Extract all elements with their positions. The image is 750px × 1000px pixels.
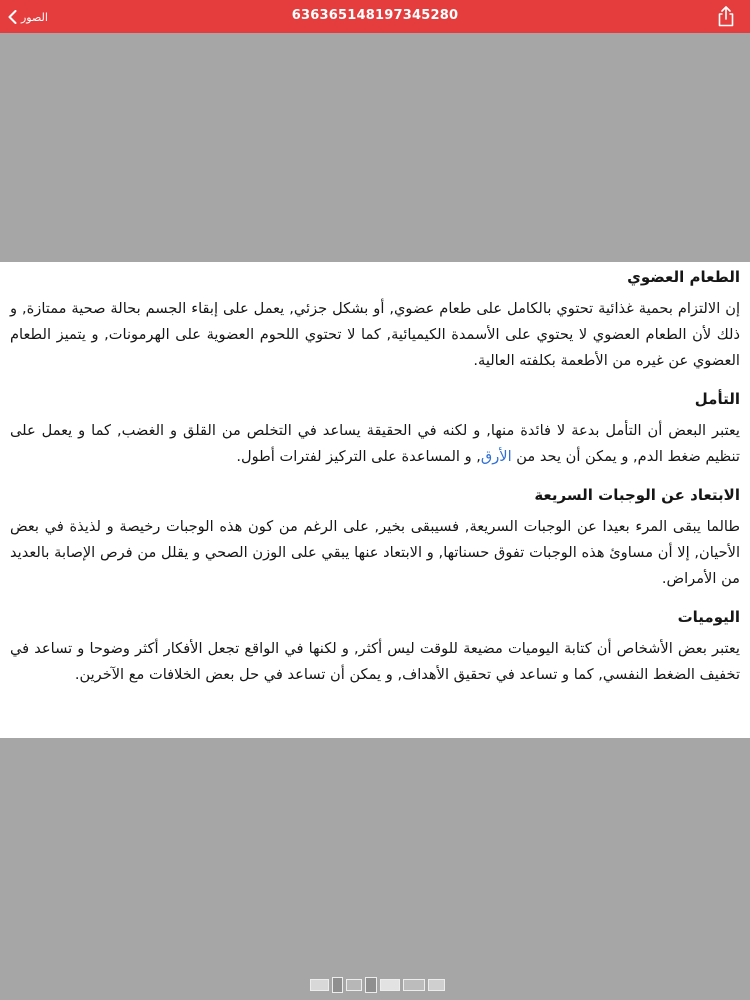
thumbnail[interactable] bbox=[346, 979, 363, 991]
thumbnail[interactable] bbox=[403, 979, 425, 991]
article-content bbox=[0, 262, 750, 738]
section-paragraph: طالما يبقى المرء بعيدا عن الوجبات السريعة, فسيبقى بخير, على الرغم من كون هذه الوجبات رخيصة و لذيذة في بعض الأحيان, إلا أن مساوئ هذه الوجبات تفوق حسناتها, و الابتعاد عنها يبقي على الوزن الصحي و يقلل من فرص الإصابة بالعديد من الأمراض. bbox=[10, 518, 740, 587]
article-section-meditation bbox=[10, 386, 740, 470]
article-section-fast-food bbox=[10, 482, 740, 592]
section-paragraph: يعتبر بعض الأشخاص أن كتابة اليوميات مضيعة للوقت ليس أكثر, و لكنها في الواقع تجعل الأفكار أكثر وضوحا و تساعد في تخفيف الضغط النفسي, كما و تساعد في تحقيق الأهداف, و يمكن أن تساعد في حل بعض الخلافات مع الآخرين. bbox=[10, 640, 740, 683]
section-heading: اليوميات bbox=[677, 608, 740, 626]
section-heading: الطعام العضوي bbox=[627, 268, 740, 286]
article-section-organic-food bbox=[10, 264, 740, 374]
section-paragraph bbox=[10, 418, 740, 470]
paragraph-text: , و المساعدة على التركيز لفترات أطول. bbox=[236, 448, 481, 465]
paragraph-text: يعتبر البعض أن التأمل بدعة لا فائدة منها, و لكنه في الحقيقة يساعد في التخلص من القلق و الغضب, كما و يعمل على تنظيم ضغط الدم, و يمكن أن يحد من bbox=[10, 422, 740, 465]
thumbnail[interactable] bbox=[380, 979, 400, 991]
thumbnail[interactable] bbox=[365, 977, 376, 993]
section-heading: الابتعاد عن الوجبات السريعة bbox=[534, 486, 740, 504]
back-button-label: الصور bbox=[21, 10, 48, 24]
top-navigation-bar bbox=[0, 0, 750, 33]
thumbnail[interactable] bbox=[310, 979, 329, 991]
thumbnail[interactable] bbox=[428, 979, 445, 991]
section-paragraph: إن الالتزام بحمية غذائية تحتوي بالكامل على طعام عضوي, أو بشكل جزئي, يعمل على إبقاء الجسم بحالة صحية ممتازة, و ذلك لأن الطعام العضوي لا يحتوي على الأسمدة الكيميائية, كما لا تحتوي اللحوم العضوية على الهرمونات, و يتميز الطعام العضوي عن غيره من الأطعمة بكلفته العالية. bbox=[10, 300, 740, 369]
share-button[interactable] bbox=[716, 5, 736, 27]
thumbnail[interactable] bbox=[332, 977, 343, 993]
section-heading: التأمل bbox=[694, 390, 740, 408]
image-thumbnail-strip[interactable] bbox=[310, 975, 445, 995]
share-icon bbox=[716, 5, 736, 27]
insomnia-link[interactable]: الأرق bbox=[480, 448, 512, 465]
page-title: 636365148197345280 bbox=[291, 8, 459, 23]
article-section-journaling bbox=[10, 604, 740, 688]
